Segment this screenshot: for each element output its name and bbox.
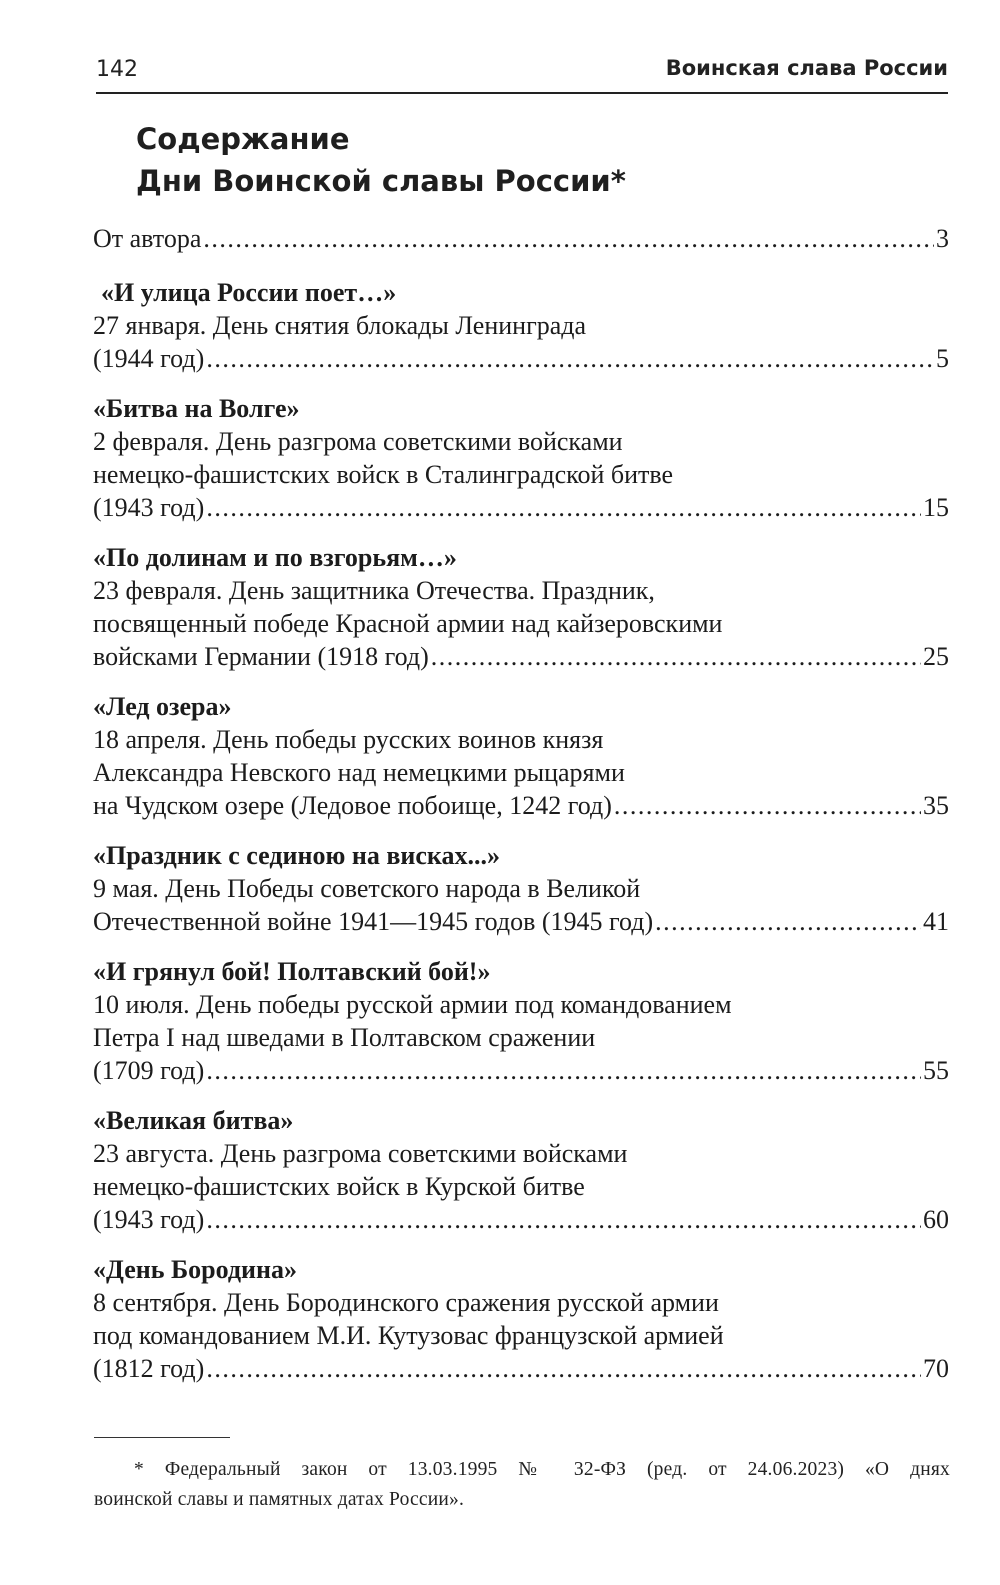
footnote-line: воинской славы и памятных датах России».: [94, 1489, 465, 1510]
toc-entry-text: (1943 год): [93, 493, 205, 522]
toc-entry-text: войсками Германии (1918 год): [93, 642, 429, 671]
toc-entry-line: немецко-фашистских войск в Сталинградской битве: [93, 460, 674, 489]
running-title: Воинская слава России: [665, 56, 948, 80]
running-header: [96, 54, 948, 94]
toc-entry-line: немецко-фашистских войск в Курской битве: [93, 1172, 585, 1201]
dot-leader: [203, 222, 934, 255]
table-of-contents: [93, 222, 949, 1402]
toc-entry-text: (1709 год): [93, 1056, 205, 1085]
toc-page-number: 55: [923, 1056, 949, 1085]
dot-leader: [206, 1352, 921, 1385]
footnote-line: * Федеральный закон от 13.03.1995 № 32-ФЗ (ред. от 24.06.2023) «О днях: [134, 1459, 950, 1480]
toc-entry[interactable]: [93, 541, 949, 673]
dot-leader: [614, 789, 921, 822]
footnote: [94, 1455, 950, 1515]
toc-page-number: 3: [936, 224, 949, 253]
toc-entry-line: 8 сентября. День Бородинского сражения русской армии: [93, 1288, 719, 1317]
toc-page-number: 25: [923, 642, 949, 671]
toc-entry-title: «По долинам и по взгорьям…»: [93, 543, 457, 572]
toc-entry-line: 18 апреля. День победы русских воинов князя: [93, 725, 604, 754]
toc-entry-line: Александра Невского над немецкими рыцарями: [93, 758, 625, 787]
toc-entry-title: «Битва на Волге»: [93, 394, 300, 423]
page-number: 142: [96, 57, 138, 82]
dot-leader: [206, 491, 921, 524]
toc-page-number: 60: [923, 1205, 949, 1234]
toc-entry-title: «Великая битва»: [93, 1106, 294, 1135]
toc-entry-line: 9 мая. День Победы советского народа в Великой: [93, 874, 641, 903]
toc-entry-title: «Праздник с сединою на висках...»: [93, 841, 500, 870]
toc-entry-line: 2 февраля. День разгрома советскими войсками: [93, 427, 623, 456]
toc-entry[interactable]: [93, 955, 949, 1087]
toc-page-number: 41: [923, 907, 949, 936]
toc-heading: [136, 118, 626, 202]
toc-entry-text: (1944 год): [93, 344, 205, 373]
toc-page-number: 70: [923, 1354, 949, 1383]
toc-entry-text: (1943 год): [93, 1205, 205, 1234]
toc-entry-text: От автора: [93, 224, 202, 253]
toc-entry[interactable]: [93, 276, 949, 375]
dot-leader: [655, 905, 921, 938]
toc-entry-title: «Лед озера»: [93, 692, 232, 721]
toc-entry-line: 23 августа. День разгрома советскими войсками: [93, 1139, 628, 1168]
toc-entry-foreword[interactable]: [93, 222, 949, 255]
toc-entry[interactable]: [93, 839, 949, 938]
toc-page-number: 35: [923, 791, 949, 820]
toc-page-number: 5: [936, 344, 949, 373]
footnote-separator: [94, 1437, 230, 1438]
toc-entry-title: «И улица России поет…»: [101, 278, 397, 307]
toc-entry[interactable]: [93, 690, 949, 822]
toc-entry-line: под командованием М.И. Кутузовас французской армией: [93, 1321, 724, 1350]
toc-entry-text: (1812 год): [93, 1354, 205, 1383]
toc-entry-title: «И грянул бой! Полтавский бой!»: [93, 957, 491, 986]
toc-entry-text: Отечественной войне 1941—1945 годов (1945 год): [93, 907, 654, 936]
toc-heading-line2: Дни Воинской славы России*: [136, 164, 626, 198]
toc-entry-line: Петра I над шведами в Полтавском сражении: [93, 1023, 596, 1052]
toc-entry-title: «День Бородина»: [93, 1255, 297, 1284]
toc-entry-text: на Чудском озере (Ледовое побоище, 1242 год): [93, 791, 612, 820]
dot-leader: [206, 342, 934, 375]
toc-entry-line: посвященный победе Красной армии над кайзеровскими: [93, 609, 723, 638]
toc-heading-line1: Содержание: [136, 122, 350, 156]
dot-leader: [206, 1054, 921, 1087]
toc-entry[interactable]: [93, 1253, 949, 1385]
toc-entry[interactable]: [93, 1104, 949, 1236]
toc-entry[interactable]: [93, 392, 949, 524]
dot-leader: [431, 640, 921, 673]
toc-entry-line: 23 февраля. День защитника Отечества. Праздник,: [93, 576, 655, 605]
toc-page-number: 15: [923, 493, 949, 522]
toc-entry-line: 27 января. День снятия блокады Ленинграда: [93, 311, 587, 340]
toc-entry-line: 10 июля. День победы русской армии под командованием: [93, 990, 732, 1019]
dot-leader: [206, 1203, 921, 1236]
